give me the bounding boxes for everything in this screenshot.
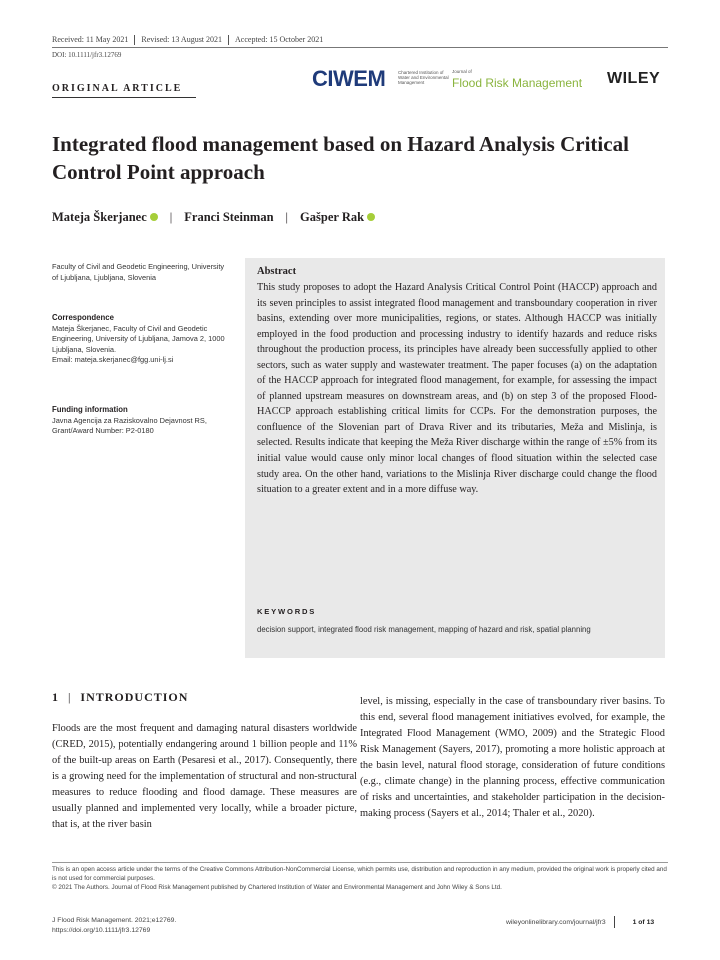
abstract-heading: Abstract <box>257 266 297 277</box>
citation: J Flood Risk Management. 2021;e12769. <box>52 917 177 924</box>
journal-website[interactable]: wileyonlinelibrary.com/journal/jfr3 <box>506 918 606 926</box>
journal-name: Flood Risk Management <box>452 76 583 90</box>
correspondence-heading: Correspondence <box>52 313 114 322</box>
keywords-text: decision support, integrated flood risk management, mapping of hazard and risk, spatial planning <box>257 625 591 634</box>
doi[interactable]: DOI: 10.1111/jfr3.12769 <box>52 51 122 59</box>
orcid-icon[interactable] <box>367 213 375 221</box>
correspondence-text: Mateja Škerjanec, Faculty of Civil and Geodetic Engineering, University of Ljubljana, Jamova 2, 1000 Ljubljana, Slovenia. <box>52 323 225 354</box>
correspondence <box>52 313 232 366</box>
copyright-text: © 2021 The Authors. Journal of Flood Risk Management published by Chartered Institution of Water and Environmental Management and John Wiley & Sons Ltd. <box>52 884 502 891</box>
publisher-logo: WILEY <box>607 70 661 87</box>
ciwem-logo: CIWEM <box>312 66 386 91</box>
funding-text: Javna Agencija za Raziskovalno Dejavnost RS, Grant/Award Number: P2-0180 <box>52 415 207 435</box>
divider <box>614 916 615 928</box>
page-footer <box>506 916 654 928</box>
funding-heading: Funding information <box>52 405 128 414</box>
abstract-text: This study proposes to adopt the Hazard Analysis Critical Control Point (HACCP) approach and its seven principles to assist integrated flood management and transboundary cooperation in river basins, extending over more municipalities, regions, or states. Although HACCP was initially employed in the food production and processing industry to identify hazards and reduce risks throughout the production process, its principles have already been successfully applied to other sectors, such as water supply and wastewater treatment. The paper focuses (a) on the adaptation of the HACCP approach for integrated flood management, for example, for assessing the impact of planned upstream measures on downstream areas, and (b) on step 3 of the proposed Flood-HACCP approach establishing critical limits for CCPs. For the demonstration purposes, the confluence of the Slovenian part of Drava River and its tributaries, Meža and Mislinja, is selected. Results indicate that keeping the Meža River discharge within the range of ±5% from its initial value would cause only minor local changes of flood situation within the selected case study area. On the other hand, variations to the Mislinja River discharge could change the flood situation to a greater extent and in a more diffuse way. <box>257 282 657 496</box>
body-text-right: level, is missing, especially in the case of transboundary river basins. To this end, several flood management initiatives evolved, for example, the Integrated Flood Management (WMO, 2009) and the Strategic Flood Risk Management (Sayers, 2017), promoting a more holistic approach at the basin level, natural flood storage, consideration of future conditions (e.g., climate change) in the planning process, effective communication of risks and uncertainties, and stakeholder participation in the decision-making process (Sayers et al., 2014; Thaler et al., 2020). <box>360 696 665 819</box>
ciwem-tagline: Chartered Institution of Water and Environmental Management <box>398 70 449 85</box>
accepted-date: Accepted: 15 October 2021 <box>235 35 324 44</box>
author-name[interactable]: Gašper Rak <box>300 210 365 224</box>
divider <box>228 35 229 45</box>
section-number: 1 <box>52 690 59 704</box>
section-heading <box>52 690 188 705</box>
divider <box>52 47 668 48</box>
divider <box>52 862 668 863</box>
affiliation <box>52 262 232 283</box>
affiliation-text: Faculty of Civil and Geodetic Engineering, University of Ljubljana, Ljubljana, Slovenia <box>52 262 225 282</box>
received-date: Received: 11 May 2021 <box>52 35 129 44</box>
page-title: Integrated flood management based on Hazard Analysis Critical Control Point approach <box>52 132 629 184</box>
license-notice <box>52 865 672 892</box>
article-dates <box>52 35 323 45</box>
journal-prefix: Journal of <box>452 69 472 74</box>
citation-info <box>52 916 176 936</box>
author-list <box>52 210 375 225</box>
page-number: 1 of 13 <box>632 918 655 926</box>
license-text: This is an open access article under the terms of the Creative Commons Attribution-NonCommercial License, which permits use, distribution and reproduction in any medium, provided the original work is properly cited and is not used for commercial purposes. <box>52 866 667 882</box>
author-name[interactable]: Mateja Škerjanec <box>52 210 147 224</box>
body-text-left: Floods are the most frequent and damaging natural disasters worldwide (CRED, 2015), potentially endangering around 1 billion people and 11% of the built-up areas on Earth (Pesaresi et al., 2017). Consequently, there is a growing need for the implementation of structural and non-structural measures to reduce flooding and flood damage. These measures are usually planned and implemented very locally, while a broader picture, that is, at the river basin <box>52 723 357 830</box>
article-type: ORIGINAL ARTICLE <box>52 83 183 94</box>
divider <box>52 97 196 98</box>
divider: | <box>68 690 72 704</box>
revised-date: Revised: 13 August 2021 <box>141 35 223 44</box>
funding <box>52 405 232 437</box>
keywords-heading: KEYWORDS <box>257 607 317 616</box>
divider: | <box>169 210 173 224</box>
author-name[interactable]: Franci Steinman <box>184 210 274 224</box>
orcid-icon[interactable] <box>150 213 158 221</box>
correspondence-email[interactable]: Email: mateja.skerjanec@fgg.uni-lj.si <box>52 355 174 364</box>
doi-link[interactable]: https://doi.org/10.1111/jfr3.12769 <box>52 927 151 934</box>
section-title: INTRODUCTION <box>80 690 189 704</box>
divider: | <box>285 210 289 224</box>
divider <box>134 35 135 45</box>
